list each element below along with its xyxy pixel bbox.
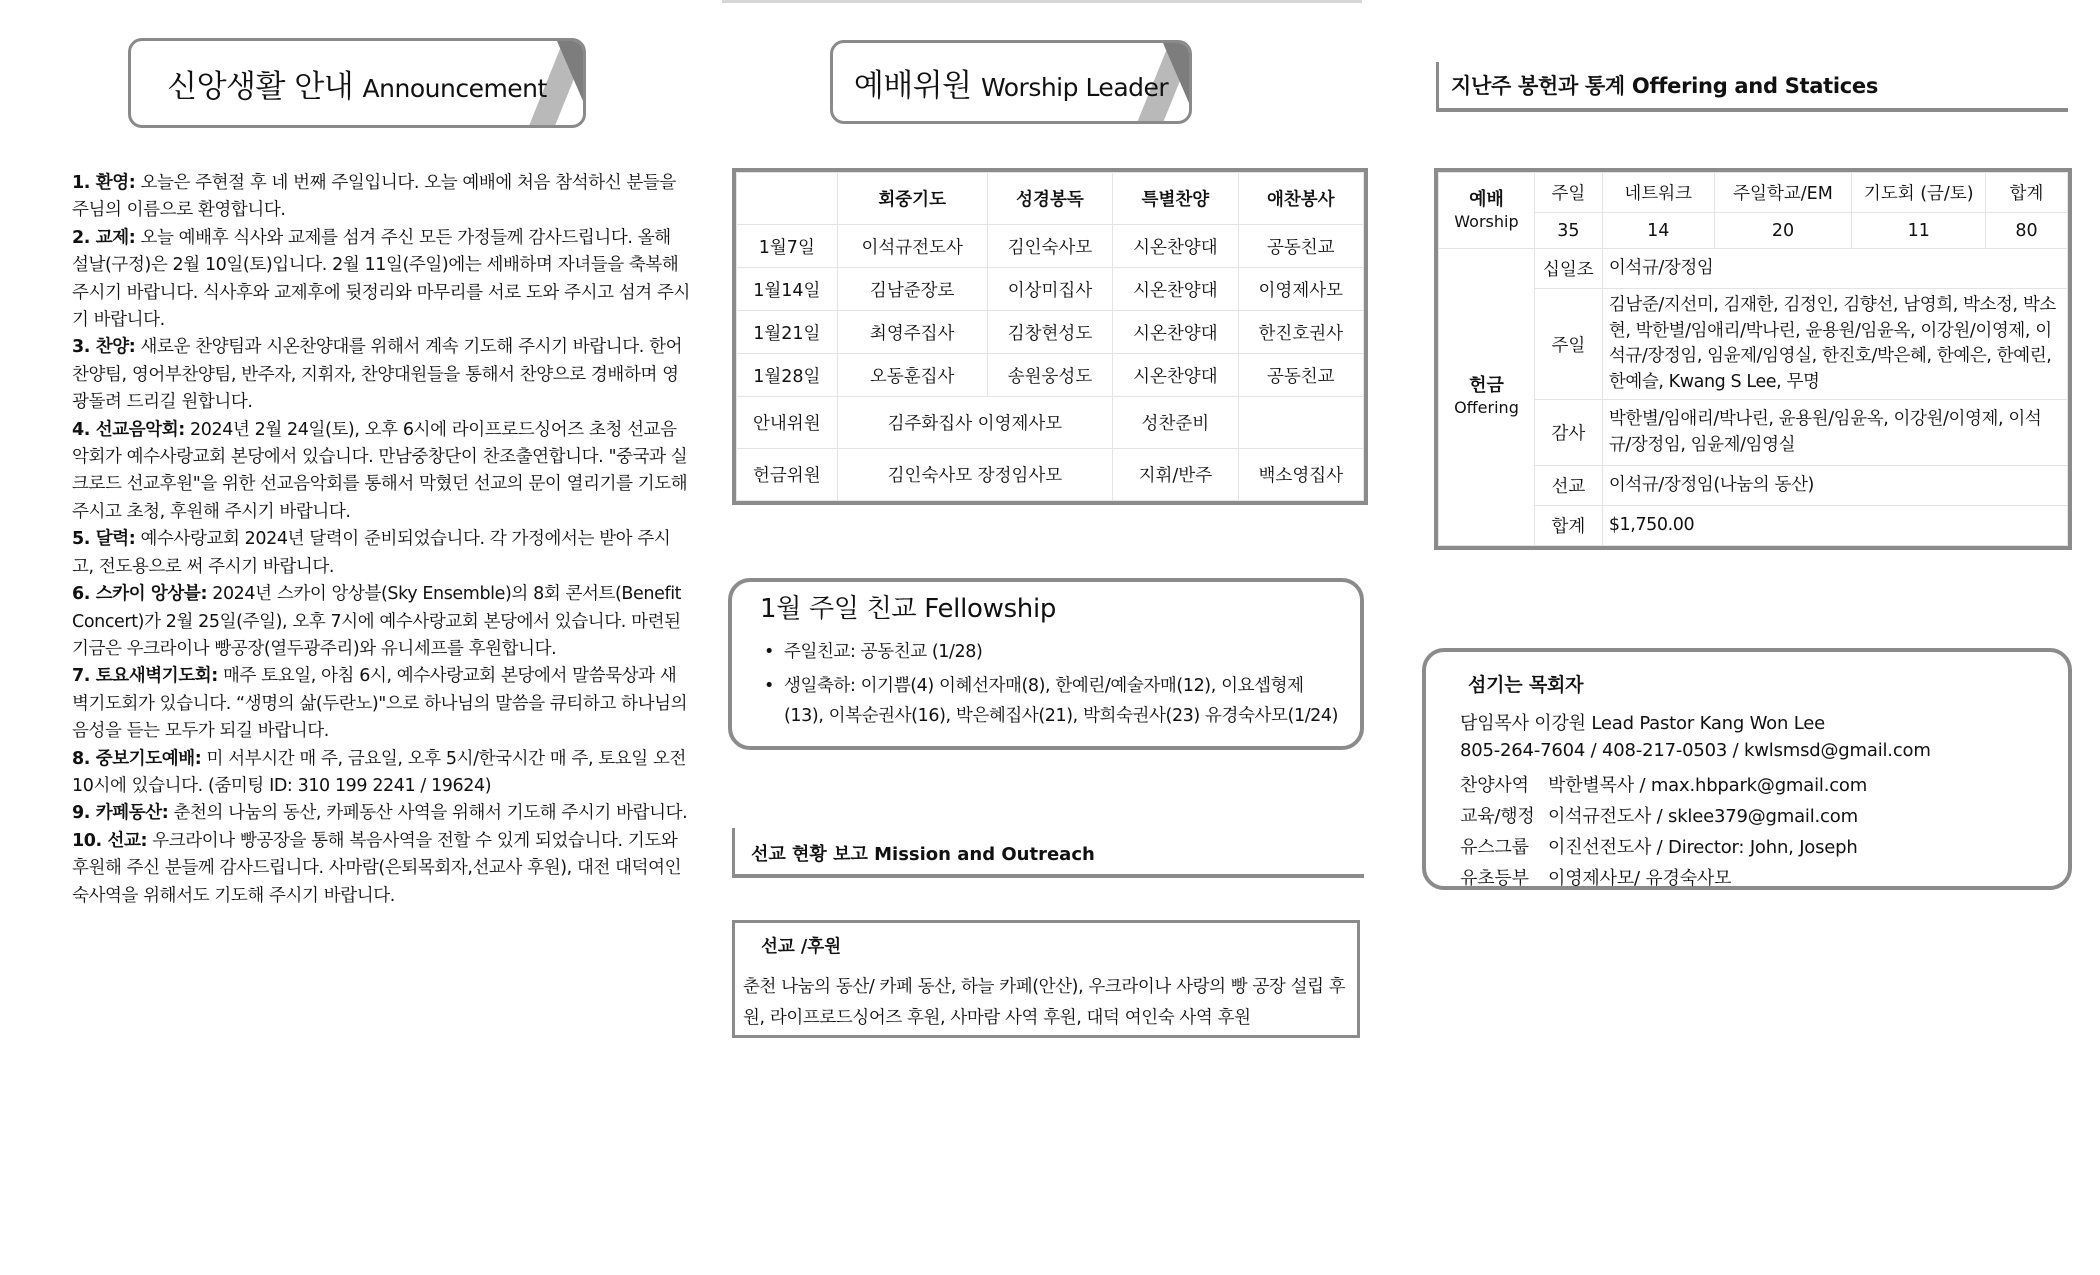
offering-row: 주일 김남준/지선미, 김재한, 김정인, 김향선, 남영희, 박소정, 박소현, 박한별/임애리/박나린, 윤용원/임윤옥, 이강원/이영제, 이석규/장정임, 임윤제/임영실, 한진호/박은혜, 한예은, 한예린, 한예슬, Kwang S Lee, 무명 [1439, 289, 2068, 400]
announcement-item: 3. 찬양: 새로운 찬양팀과 시온찬양대를 위해서 계속 기도해 주시기 바랍니다. 한어찬양팀, 영어부찬양팀, 반주자, 지휘자, 찬양대원들을 통해서 찬양으로 경배하며 영광돌려 드리길 원합니다. [72, 337, 683, 413]
mission-box-title: 선교 /후원 [761, 937, 842, 957]
offering-row: 감사 박한별/임애리/박나린, 윤용원/임윤옥, 이강원/이영제, 이석규/장정임, 임윤제/임영실 [1439, 400, 2068, 466]
offering-header: 지난주 봉헌과 통계 Offering and Statices [1436, 62, 2068, 112]
offering-total: $1,750.00 [1602, 506, 2067, 546]
list-item: • 주일친교: 공동친교 (1/28) [760, 637, 1340, 667]
table-header-row: 회중기도 성경봉독 특별찬양 애찬봉사 [737, 173, 1364, 225]
staff-line: 유초등부 이영제사모/ 유경숙사모 [1460, 868, 1732, 889]
top-divider [722, 0, 1362, 3]
offering-table [1434, 168, 2072, 550]
announcement-item: 1. 환영: 오늘은 주현절 후 네 번째 주일입니다. 오늘 예배에 처음 참석하신 분들을 주님의 이름으로 환영합니다. [72, 173, 676, 221]
announcement-item: 4. 선교음악회: 2024년 2월 24일(토), 오후 6시에 라이프로드싱어즈 초청 선교음악회가 예수사랑교회 본당에서 있습니다. 만남중창단이 찬조출연합니다. "중국과 실크로드 선교후원"을 위한 선교음악회를 통해서 막혔던 선교의 문이 열리기를 기도해 주시고 초청, 후원해 주시기 바랍니다. [72, 419, 688, 522]
offering-team-row: 헌금위원 김인숙사모 장정임사모 지휘/반주 백소영집사 [737, 449, 1364, 501]
announcement-item: 10. 선교: 우크라이나 빵공장을 통해 복음사역을 전할 수 있게 되었습니다. 기도와 후원해 주신 분들께 감사드립니다. 사마람(은퇴목회자,선교사 후원), 대전 대덕여인숙사역을 위해서도 기도해 주시기 바랍니다. [72, 830, 682, 906]
table-row: 1월28일 오동훈집사 송원웅성도 시온찬양대 공동친교 [737, 354, 1364, 397]
mission-box [732, 920, 1360, 1038]
worship-title: 예배위원 Worship Leader [853, 67, 1169, 104]
offering-row: 헌금 Offering 십일조 이석규/장정임 [1439, 249, 2068, 289]
announcement-item: 5. 달력: 예수사랑교회 2024년 달력이 준비되었습니다. 각 가정에서는 받아 주시고, 전도용으로 써 주시기 바랍니다. [72, 529, 671, 577]
usher-row: 안내위원 김주화집사 이영제사모 성찬준비 [737, 397, 1364, 449]
worship-header [830, 40, 1192, 124]
announcement-list [72, 170, 690, 910]
staff-line: 교육/행정 이석규전도사 / sklee379@gmail.com [1460, 806, 1858, 827]
announcement-header [128, 38, 586, 128]
fellowship-box [728, 578, 1364, 750]
stats-header-row: 예배 Worship 주일 네트워크 주일학교/EM 기도회 (금/토) 합계 [1439, 173, 2068, 213]
announcement-item: 8. 중보기도예배: 미 서부시간 매 주, 금요일, 오후 5시/한국시간 매 주, 토요일 오전 10시에 있습니다. (줌미팅 ID: 310 199 2241 / 19624) [72, 748, 686, 796]
offering-total-row: 합계 $1,750.00 [1439, 506, 2068, 546]
offering-label: 헌금 Offering [1439, 249, 1535, 546]
table-row: 1월21일 최영주집사 김창현성도 시온찬양대 한진호권사 [737, 311, 1364, 354]
pastor-box [1422, 648, 2072, 890]
announcement-title: 신앙생활 안내 Announcement [167, 68, 547, 105]
pastor-contact: 805-264-7604 / 408-217-0503 / kwlsmsd@gmail.com [1460, 740, 1931, 761]
offering-row: 선교 이석규/장정임(나눔의 동산) [1439, 466, 2068, 506]
announcement-item: 6. 스카이 앙상블: 2024년 스카이 앙상블(Sky Ensemble)의 8회 콘서트(Benefit Concert)가 2월 25일(주일), 오후 7시에 예수사랑교회 본당에서 있습니다. 마련된 기금은 우크라이나 빵공장(열두광주리)와 유니세프를 후원합니다. [72, 584, 682, 659]
staff-line: 유스그룹 이진선전도사 / Director: John, Joseph [1460, 837, 1858, 858]
table-row: 1월14일 김남준장로 이상미집사 시온찬양대 이영제사모 [737, 268, 1364, 311]
list-item: • 생일축하: 이기쁨(4) 이혜선자매(8), 한예린/예술자매(12), 이요셉형제(13), 이복순권사(16), 박은혜집사(21), 박희숙권사(23) 유경숙사모(1/24) [760, 671, 1340, 731]
announcement-item: 9. 카페동산: 춘천의 나눔의 동산, 카페동산 사역을 위해서 기도해 주시기 바랍니다. [72, 803, 688, 824]
worship-stats-label: 예배 Worship [1439, 173, 1535, 249]
fellowship-title: 1월 주일 친교 Fellowship [760, 594, 1057, 624]
mission-header: 선교 현황 보고 Mission and Outreach [732, 828, 1364, 878]
announcement-item: 2. 교제: 오늘 예배후 식사와 교제를 섬겨 주신 모든 가정들께 감사드립니다. 올해 설날(구정)은 2월 10일(토)입니다. 2월 11일(주일)에는 세배하며 자녀들을 축복해 주시기 바랍니다. 식사후와 교제후에 뒷정리와 마무리를 서로 도와 주시고 섬겨 주시기 바랍니다. [72, 227, 690, 331]
table-row: 1월7일 이석규전도사 김인숙사모 시온찬양대 공동친교 [737, 225, 1364, 268]
worship-table [732, 168, 1368, 505]
announcement-item: 7. 토요새벽기도회: 매주 토요일, 아침 6시, 예수사랑교회 본당에서 말씀묵상과 새벽기도회가 있습니다. “생명의 삶(두란노)"으로 하나님의 말씀을 큐티하고 하나님의 음성을 듣는 모두가 되길 바랍니다. [72, 666, 688, 742]
pastor-title: 섬기는 목회자 [1468, 674, 1584, 696]
staff-line: 찬양사역 박한별목사 / max.hbpark@gmail.com [1460, 775, 1868, 796]
stats-values-row: 35 14 20 11 80 [1439, 213, 2068, 249]
lead-pastor: 담임목사 이강원 Lead Pastor Kang Won Lee [1460, 713, 1825, 734]
mission-body: 춘천 나눔의 동산/ 카페 동산, 하늘 카페(안산), 우크라이나 사랑의 빵 공장 설립 후원, 라이프로드싱어즈 후원, 사마람 사역 후원, 대덕 여인숙 사역 후원 [743, 977, 1346, 1028]
